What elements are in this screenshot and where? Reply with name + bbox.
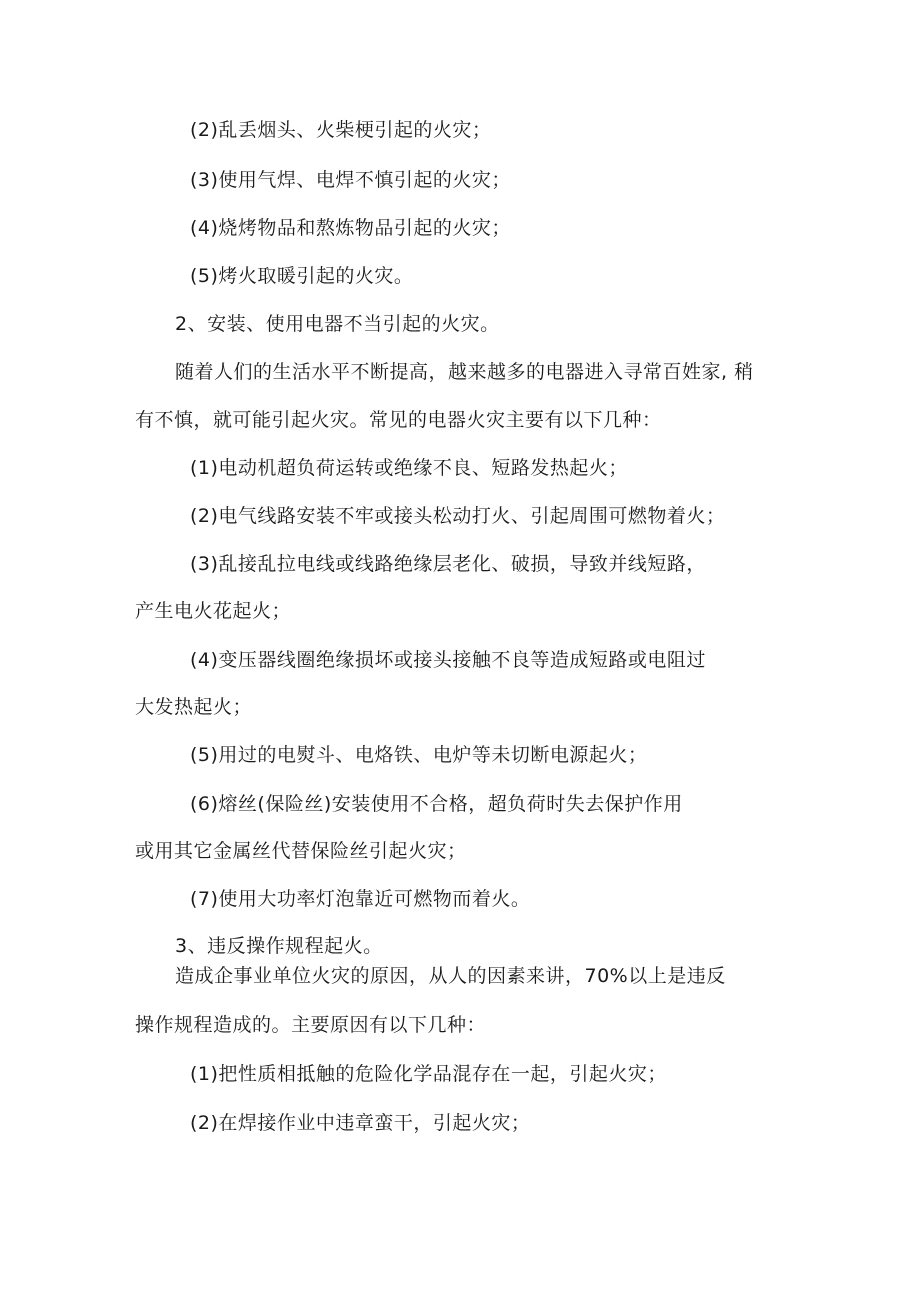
text-line: 随着人们的生活水平不断提高，越来越多的电器进入寻常百姓家, 稍 <box>175 361 754 383</box>
text-line: (5)用过的电熨斗、电烙铁、电炉等未切断电源起火； <box>190 744 648 766</box>
text-line: 产生电火花起火； <box>135 600 292 622</box>
text-line: (3)使用气焊、电焊不慎引起的火灾； <box>190 169 511 191</box>
text-line: (5)烤火取暖引起的火灾。 <box>190 265 414 287</box>
text-line: (4)变压器线圈绝缘损坏或接头接触不良等造成短路或电阻过 <box>190 649 706 671</box>
text-line: (2)在焊接作业中违章蛮干，引起火灾； <box>190 1112 531 1134</box>
text-line: (1)电动机超负荷运转或绝缘不良、短路发热起火； <box>190 457 628 479</box>
text-line: 大发热起火； <box>135 696 253 718</box>
section-heading: 3、违反操作规程起火。 <box>175 935 383 957</box>
section-heading: 2、安装、使用电器不当引起的火灾。 <box>175 313 500 335</box>
text-line: (2)乱丢烟头、火柴梗引起的火灾； <box>190 119 492 141</box>
text-line: (6)熔丝(保险丝)安装使用不合格，超负荷时失去保护作用 <box>190 793 683 815</box>
text-line: 操作规程造成的。主要原因有以下几种： <box>135 1014 487 1036</box>
text-line: (2)电气线路安装不牢或接头松动打火、引起周围可燃物着火； <box>190 505 726 527</box>
text-line: 或用其它金属丝代替保险丝引起火灾； <box>135 840 467 862</box>
text-line: 造成企事业单位火灾的原因，从人的因素来讲，70%以上是违反 <box>175 965 726 987</box>
text-line: 有不慎，就可能引起火灾。常见的电器火灾主要有以下几种： <box>135 409 662 431</box>
text-line: (7)使用大功率灯泡靠近可燃物而着火。 <box>190 888 531 910</box>
text-line: (1)把性质相抵触的危险化学品混存在一起，引起火灾； <box>190 1063 667 1085</box>
text-line: (4)烧烤物品和熬炼物品引起的火灾； <box>190 217 511 239</box>
text-line: (3)乱接乱拉电线或线路绝缘层老化、破损，导致并线短路， <box>190 553 706 575</box>
